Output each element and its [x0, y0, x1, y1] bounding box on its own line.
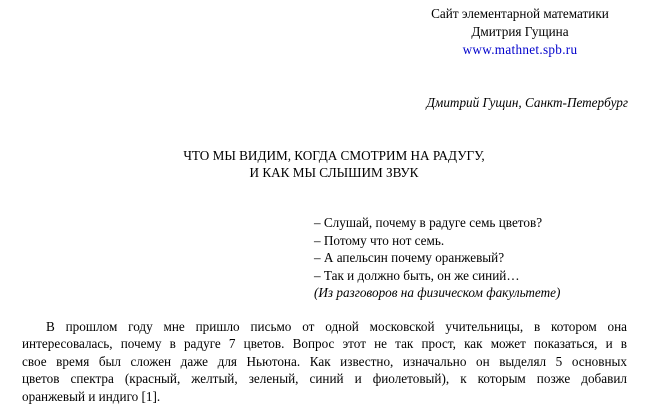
title-line-2: И КАК МЫ СЛЫШИМ ЗВУК	[249, 164, 419, 180]
site-title: Сайт элементарной математики	[431, 6, 609, 21]
paragraph-line: цветов спектра (красный, желтый, зеленый, синий и фиолетовый), к которым позже добавил	[22, 371, 627, 387]
site-url-link[interactable]: www.mathnet.spb.ru	[462, 42, 578, 57]
epigraph-line: – А апельсин почему оранжевый?	[314, 250, 505, 265]
paragraph-line: В прошлом году мне пришло письмо от одной московской учительницы, в котором она	[46, 319, 627, 334]
epigraph-line: – Потому что нот семь.	[314, 232, 445, 248]
paragraph-line: интересовалась, почему в радуге 7 цветов. Вопрос этот не так прост, как может показаться, и в	[22, 336, 627, 352]
epigraph-source: (Из разговоров на физическом факультете)	[314, 285, 561, 300]
title-line-1: ЧТО МЫ ВИДИМ, КОГДА СМОТРИМ НА РАДУГУ,	[183, 148, 485, 163]
paragraph-line: свое время был сложен даже для Ньютона. Как известно, изначально он выделял 5 основных	[22, 353, 627, 369]
site-owner: Дмитрия Гущина	[471, 24, 569, 39]
site-header	[395, 5, 645, 59]
body-paragraph	[22, 318, 627, 405]
author-line: Дмитрий Гущин, Санкт-Петербург	[426, 95, 628, 110]
epigraph	[314, 214, 560, 302]
article-title	[0, 148, 650, 181]
epigraph-line: – Слушай, почему в радуге семь цветов?	[314, 215, 543, 230]
paragraph-line: оранжевый и индиго [1].	[22, 388, 161, 404]
epigraph-line: – Так и должно быть, он же синий…	[314, 267, 520, 283]
